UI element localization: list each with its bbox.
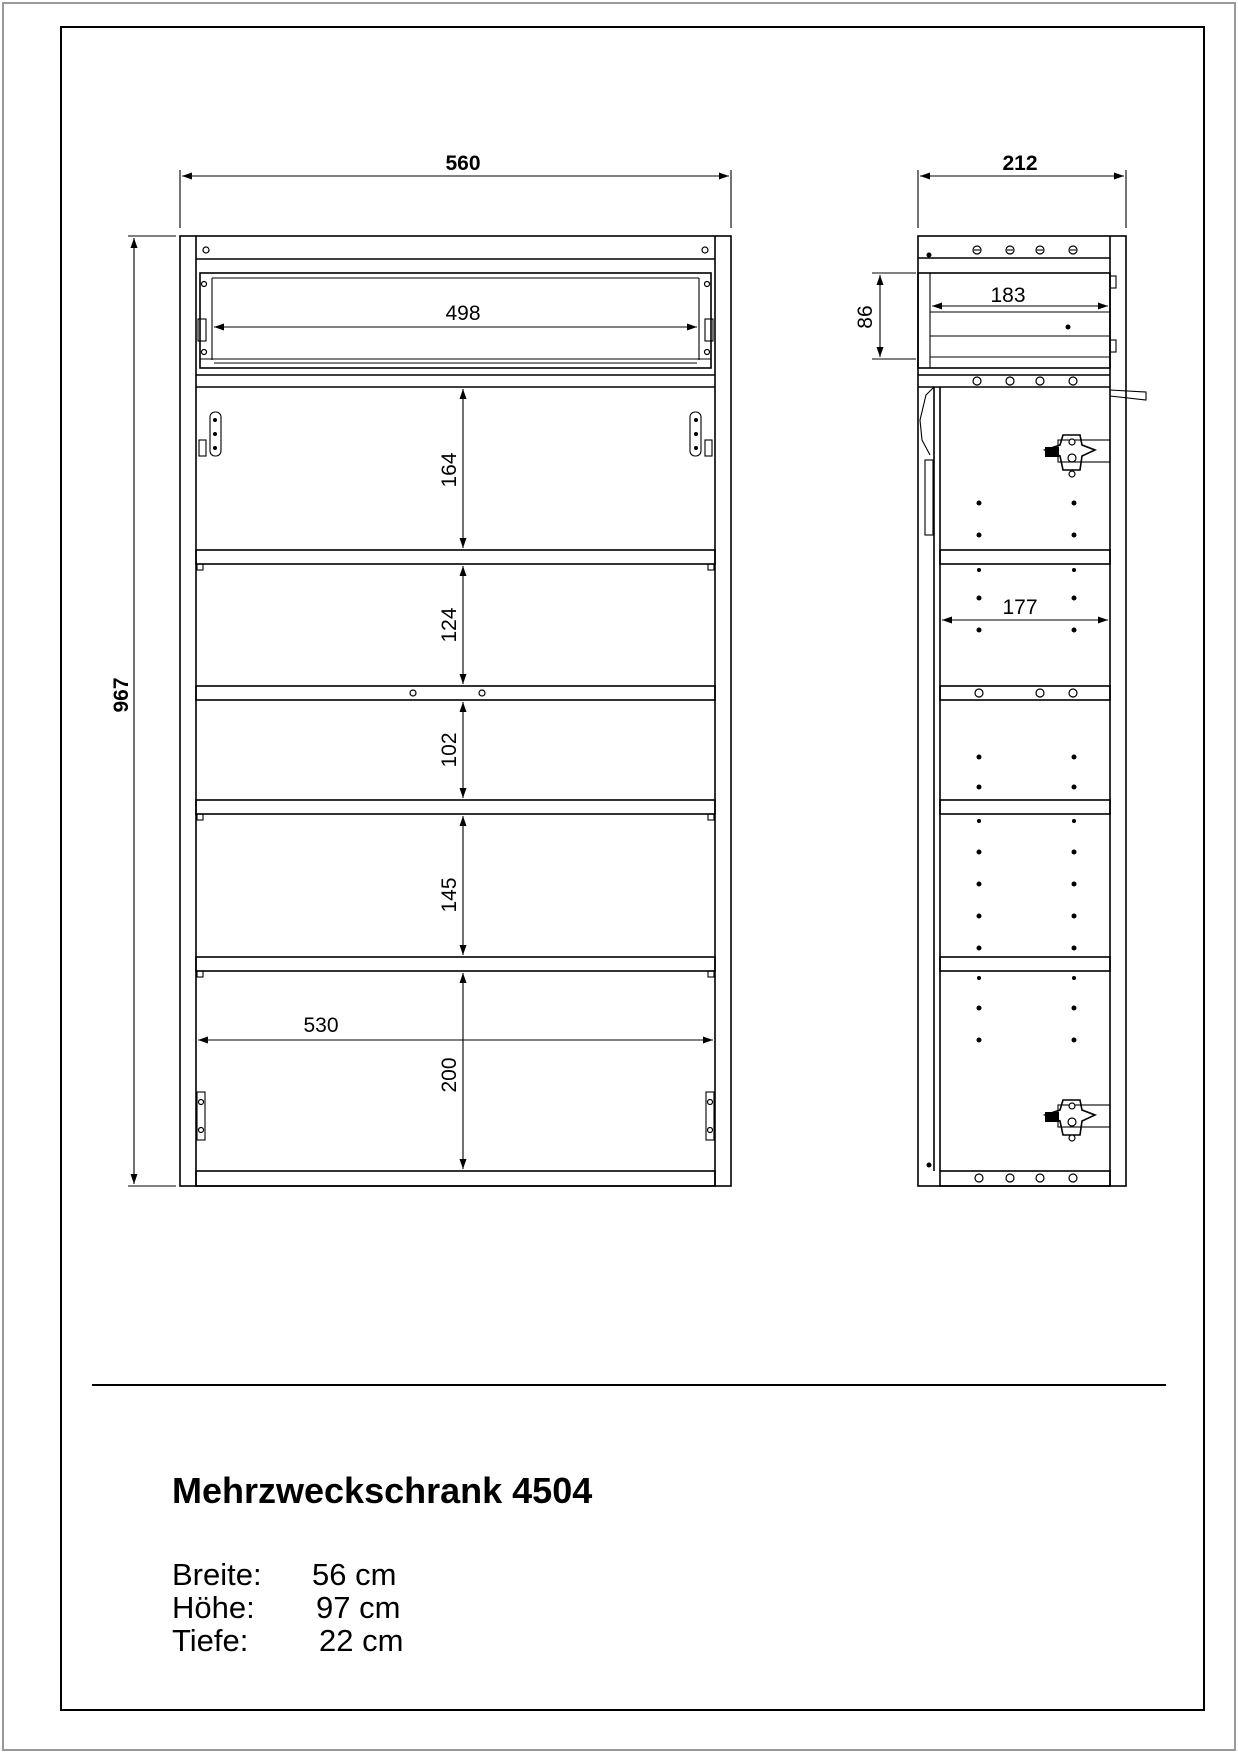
spec-label: Tiefe: [172, 1623, 249, 1658]
lower-hinge-icon [1045, 1100, 1110, 1141]
compartment-3-dimension-label: 102 [438, 732, 461, 768]
front-bottom-panel [196, 1171, 715, 1186]
side-shelf-4 [940, 957, 1110, 971]
spec-label: Breite: [172, 1557, 262, 1592]
inner-frame [61, 27, 1204, 1710]
height-dimension-label: 967 [110, 677, 133, 713]
spec-label: Höhe: [172, 1590, 255, 1625]
upper-hinge-icon [1045, 435, 1110, 477]
compartment-5-dimension-label: 200 [438, 1057, 461, 1093]
drawer-height-dimension-label: 86 [854, 305, 877, 329]
drawer-depth-dimension-label: 183 [990, 284, 1026, 307]
spec-row-width [172, 1557, 396, 1593]
side-shelf-3 [940, 800, 1110, 814]
front-shelf-2 [196, 686, 715, 700]
spec-value: 22 cm [319, 1623, 404, 1658]
inner-depth-dimension-label: 177 [1002, 596, 1038, 619]
side-view [854, 152, 1146, 1186]
compartment-4-dimension-label: 145 [438, 877, 461, 913]
spec-value: 56 cm [312, 1557, 397, 1592]
compartment-2-dimension-label: 124 [438, 607, 461, 643]
spec-row-height [172, 1590, 400, 1626]
depth-dimension-label: 212 [1002, 152, 1038, 175]
side-shelf-1 [940, 550, 1110, 564]
compartment-1-dimension-label: 164 [438, 452, 461, 488]
bottom-inner-width-dimension-label: 530 [303, 1014, 339, 1037]
side-shelf-2 [940, 686, 1110, 700]
title-block [172, 1470, 592, 1512]
front-shelf-4 [196, 957, 715, 971]
front-cabinet-outline [180, 236, 731, 1186]
product-title: Mehrzweckschrank 4504 [172, 1470, 593, 1511]
front-shelf-1 [196, 550, 715, 564]
spec-row-depth [172, 1623, 403, 1659]
width-dimension-label: 560 [445, 152, 481, 175]
spec-value: 97 cm [316, 1590, 401, 1625]
front-shelf-3 [196, 800, 715, 814]
front-view [110, 152, 731, 1186]
side-cabinet-outline [918, 236, 1126, 1186]
drawer-width-dimension-label: 498 [445, 302, 481, 325]
side-bottom-panel [940, 1171, 1110, 1186]
